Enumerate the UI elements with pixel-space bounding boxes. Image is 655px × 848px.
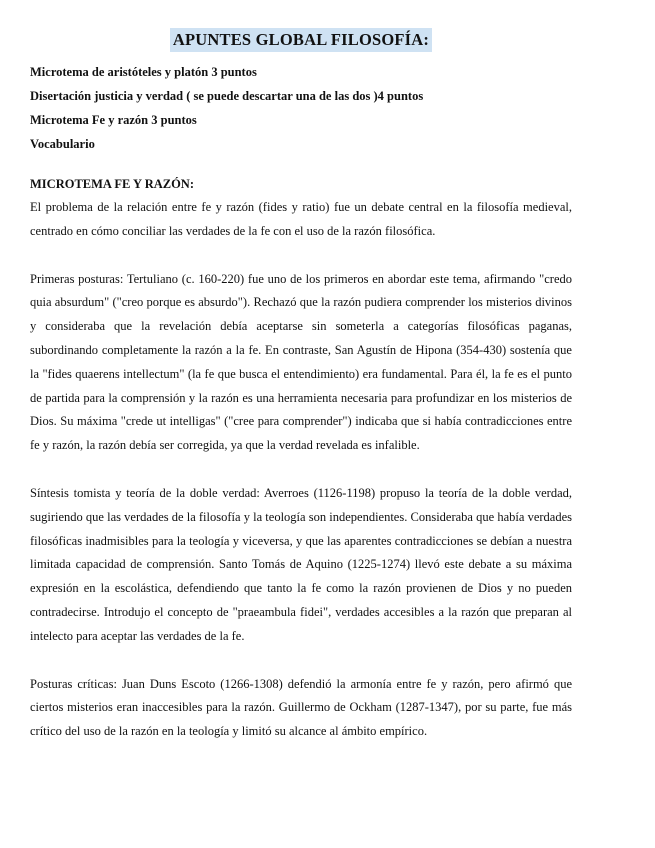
- document-title: APUNTES GLOBAL FILOSOFÍA:: [170, 28, 432, 52]
- section-heading: MICROTEMA FE Y RAZÓN:: [30, 177, 195, 191]
- summary-list: [30, 60, 572, 156]
- summary-item-disertacion: Disertación justicia y verdad ( se puede descartar una de las dos )4 puntos: [30, 89, 424, 103]
- document-page: [30, 28, 572, 744]
- paragraph-sintesis-tomista: Síntesis tomista y teoría de la doble verdad: Averroes (1126-1198) propuso la teoría de la doble verdad, sugiriendo que las verdades de la filosofía y la teología son independientes. Consideraba que había verdades filosóficas inadmisibles para la teología y viceversa, y que las aparentes contradicciones se debían a nuestra limitada capacidad de comprensión. Santo Tomás de Aquino (1225-1274) llevó este debate a su máxima expresión en la escolástica, defendiendo que tanto la fe como la razón provienen de Dios y no pueden contradecirse. Introdujo el concepto de "praeambula fidei", verdades accesibles a la razón que preparan al intelecto para aceptar las verdades de la fe.: [30, 485, 572, 643]
- spacer: [30, 244, 572, 268]
- paragraph-intro: El problema de la relación entre fe y razón (fides y ratio) fue un debate central en la filosofía medieval, centrado en cómo conciliar las verdades de la fe con el uso de la razón filosófica.: [30, 200, 572, 238]
- spacer: [30, 649, 572, 673]
- spacer: [30, 458, 572, 482]
- summary-item-vocabulario: Vocabulario: [30, 137, 95, 151]
- title-container: [30, 28, 572, 54]
- summary-item-fe-razon: Microtema Fe y razón 3 puntos: [30, 113, 197, 127]
- spacer: [30, 156, 572, 172]
- paragraph-posturas-criticas: Posturas críticas: Juan Duns Escoto (1266-1308) defendió la armonía entre fe y razón, pero afirmó que ciertos misterios eran inaccesibles para la razón. Guillermo de Ockham (1287-1347), por su parte, fue más crítico del uso de la razón en la teología y limitó su alcance al ámbito empírico.: [30, 676, 572, 739]
- paragraph-primeras-posturas: Primeras posturas: Tertuliano (c. 160-220) fue uno de los primeros en abordar este tema, afirmando "credo quia absurdum" ("creo porque es absurdo"). Rechazó que la razón pudiera comprender los misterios divinos y consideraba que la revelación debía aceptarse sin someterla a categorías filosóficas paganas, subordinando completamente la razón a la fe. En contraste, San Agustín de Hipona (354-430) sostenía que la "fides quaerens intellectum" (la fe que busca el entendimiento) era fundamental. Para él, la fe es el punto de partida para la comprensión y la razón es una herramienta necesaria para profundizar en los misterios de Dios. Su máxima "crede ut intelligas" ("cree para comprender") indicaba que si había contradicciones entre fe y razón, la razón debía ser corregida, ya que la verdad revelada es infalible.: [30, 271, 572, 453]
- summary-item-aristoteles-platon: Microtema de aristóteles y platón 3 puntos: [30, 65, 257, 79]
